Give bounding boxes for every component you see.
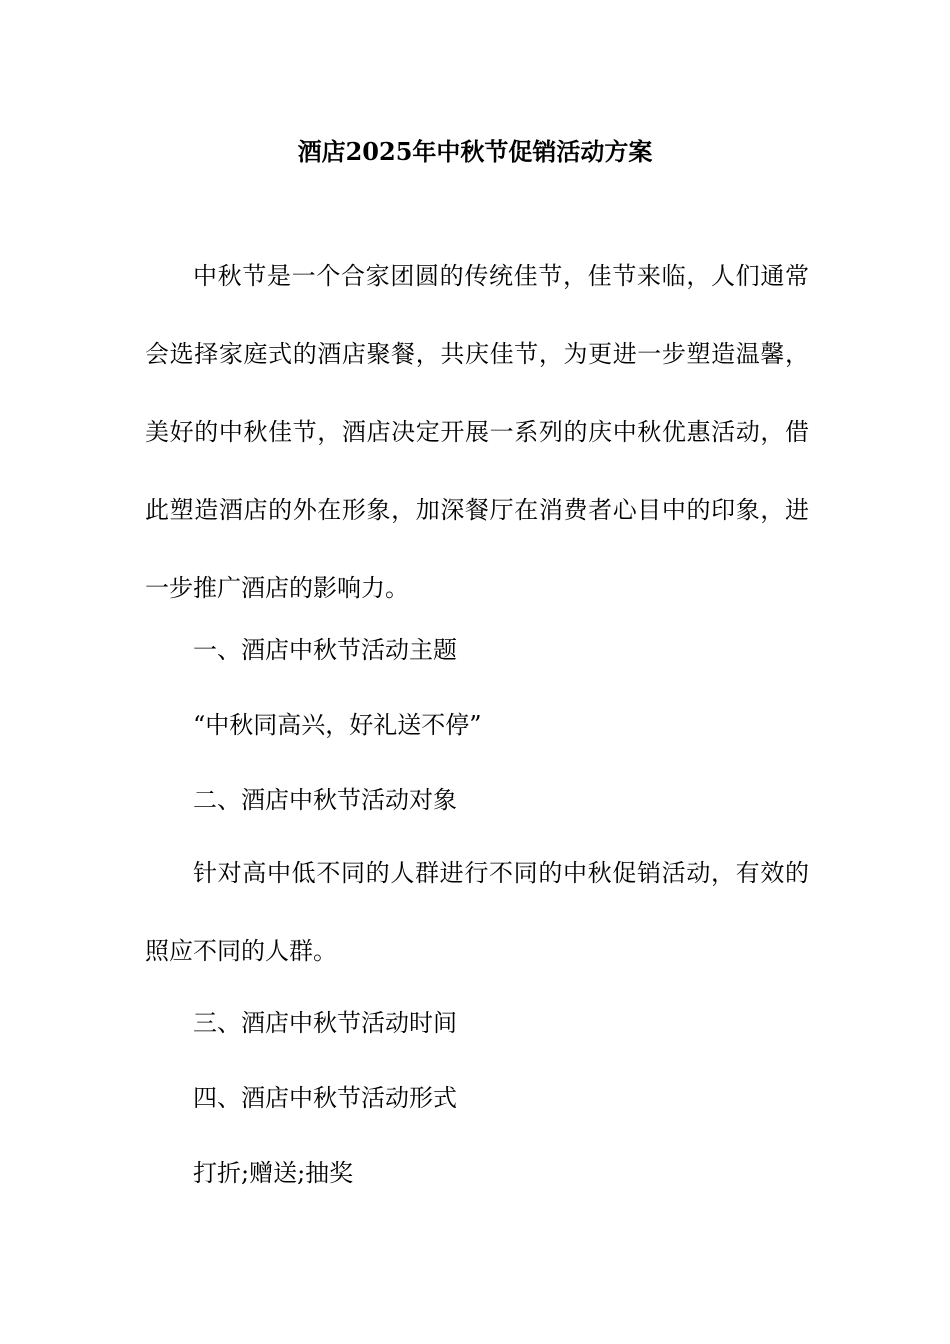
document-title: 酒店2025年中秋节促销活动方案	[297, 137, 653, 166]
section1-text: “中秋同高兴，好礼送不停”	[193, 711, 482, 739]
section1-heading: 一、酒店中秋节活动主题	[193, 636, 457, 664]
intro-paragraph: 中秋节是一个合家团圆的传统佳节，佳节来临，人们通常会选择家庭式的酒店聚餐，共庆佳节，为更进一步塑造温馨，美好的中秋佳节，酒店决定开展一系列的庆中秋优惠活动，借此塑造酒店的外在形象，加深餐厅在消费者心目中的印象，进一步推广酒店的影响力。	[145, 262, 809, 602]
section3-heading: 三、酒店中秋节活动时间	[193, 1009, 457, 1037]
section2-heading: 二、酒店中秋节活动对象	[193, 786, 457, 814]
section4-heading: 四、酒店中秋节活动形式	[193, 1084, 457, 1112]
section2-paragraph: 针对高中低不同的人群进行不同的中秋促销活动，有效的照应不同的人群。	[145, 859, 809, 965]
section4-text: 打折;赠送;抽奖	[193, 1159, 354, 1187]
